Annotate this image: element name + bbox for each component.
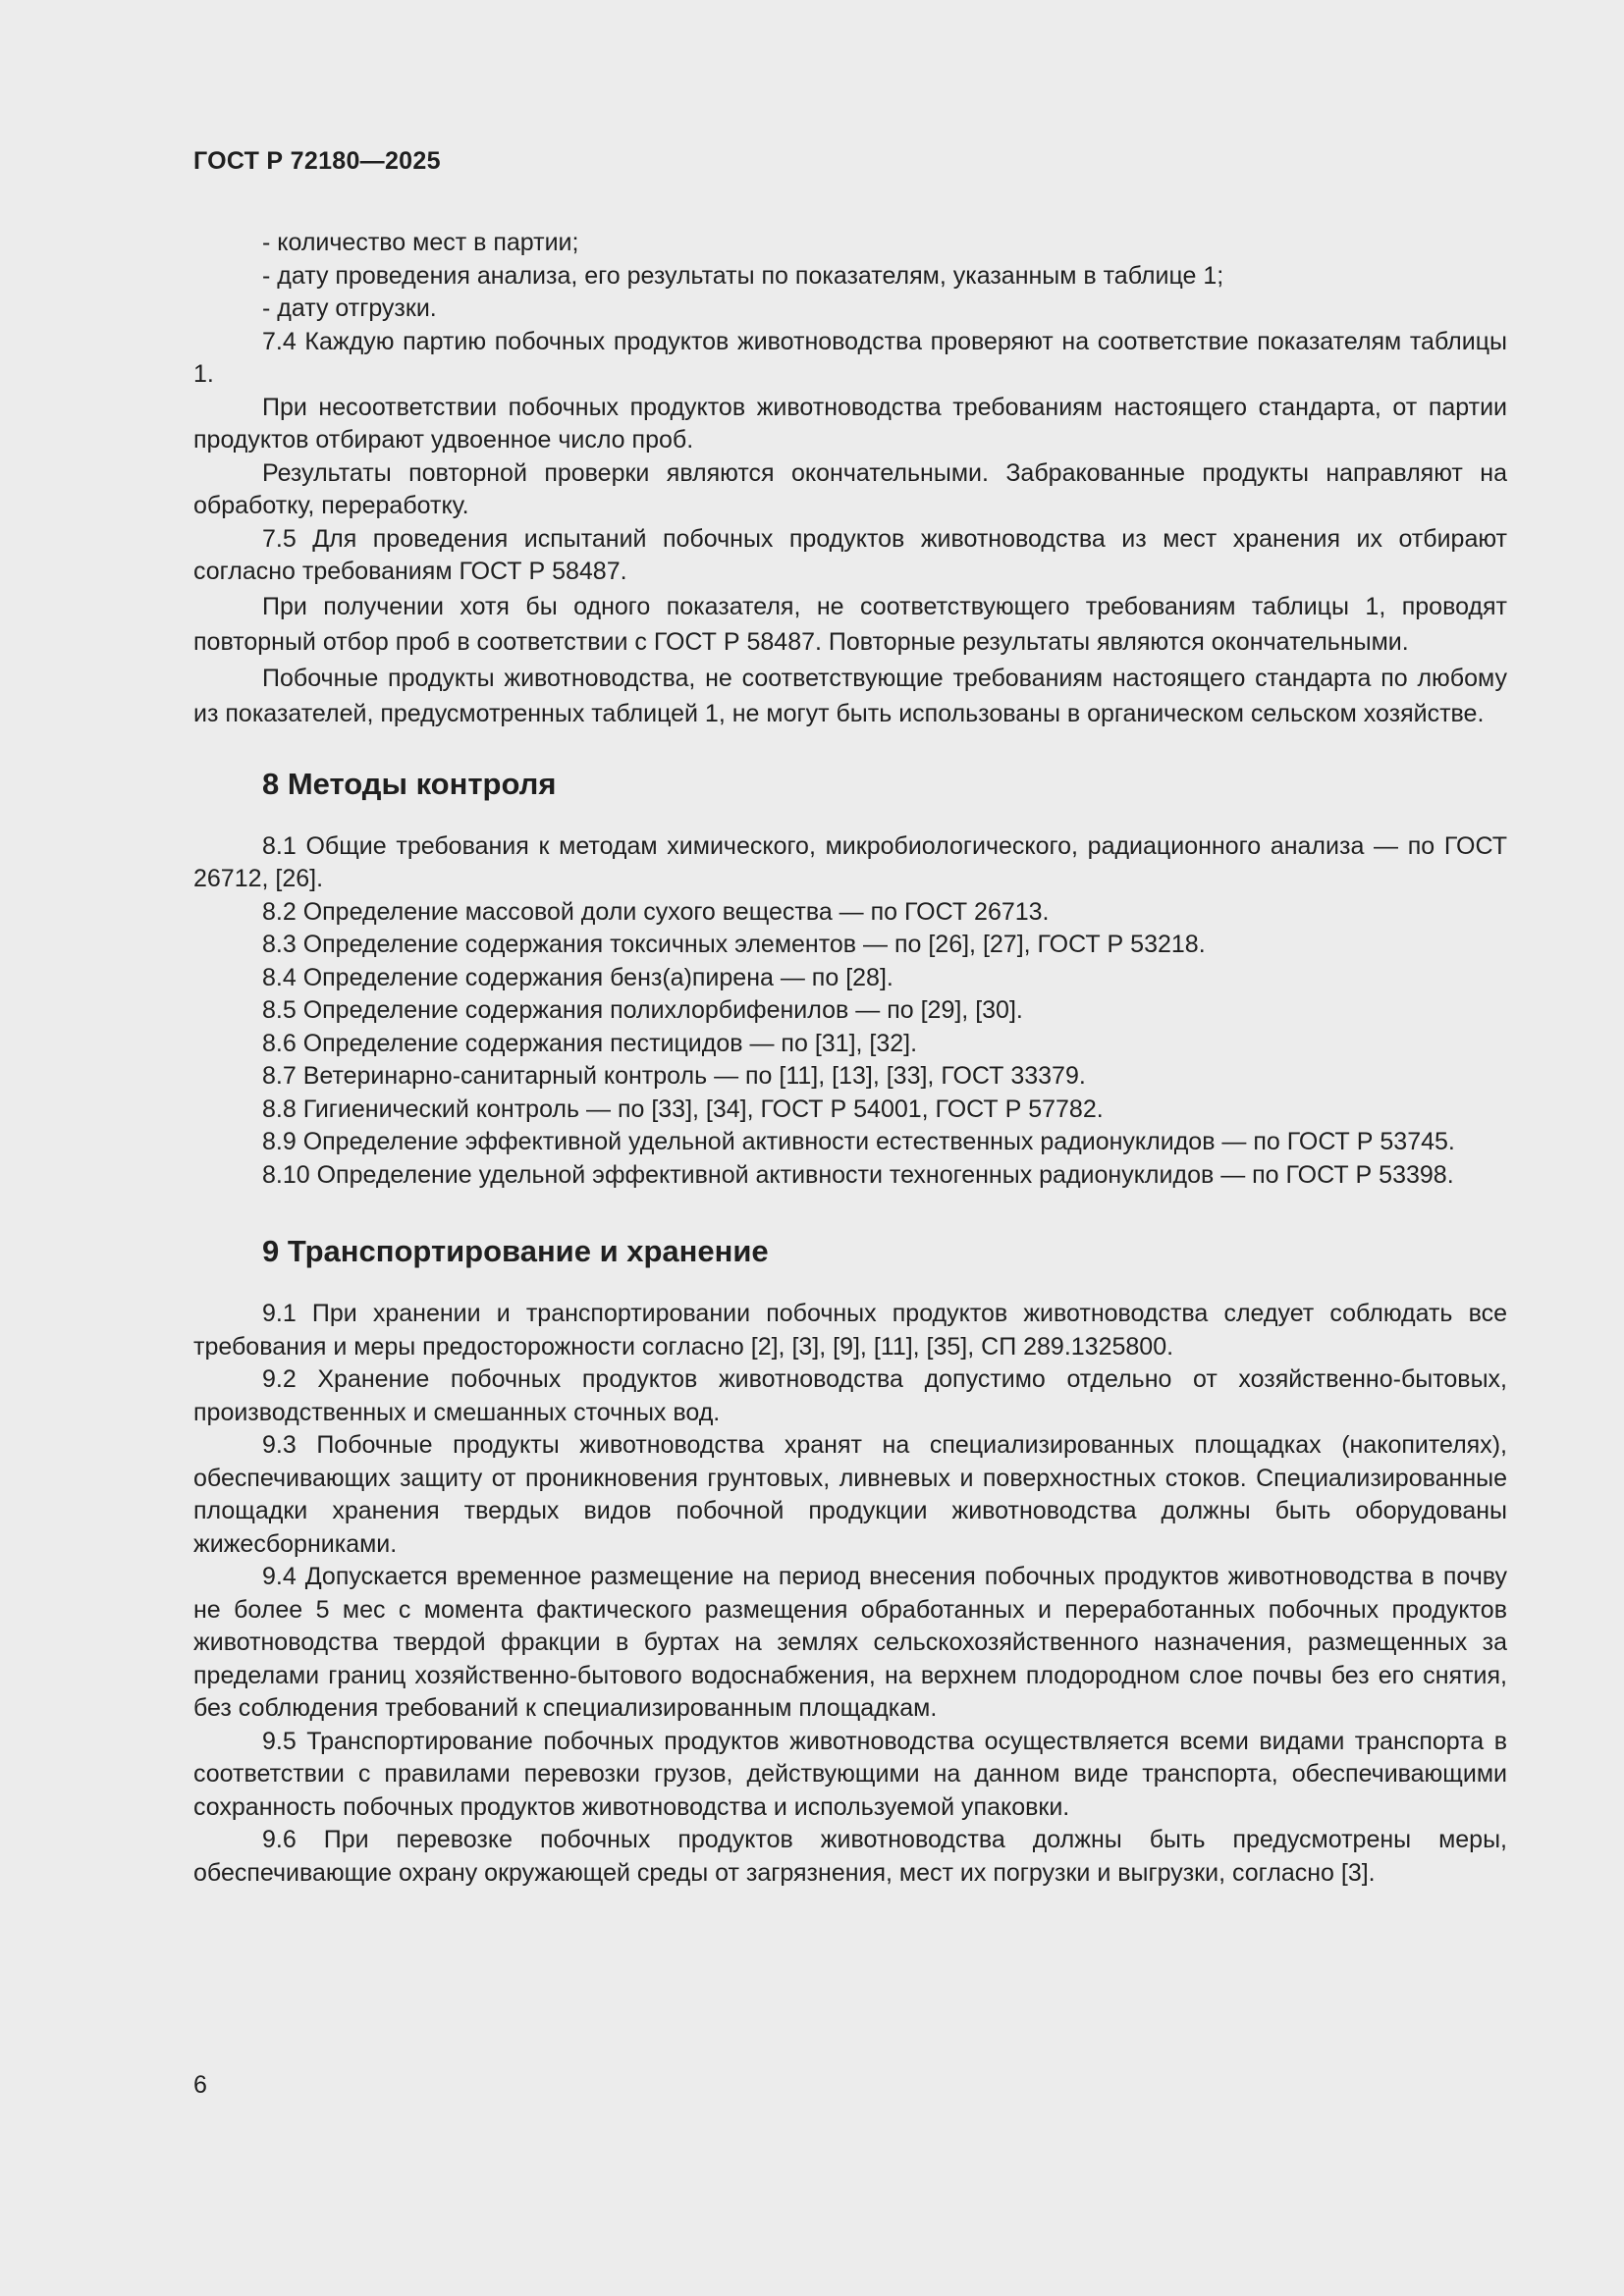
list-item: - дату отгрузки.: [262, 294, 437, 322]
clause-8-6: 8.6 Определение содержания пестицидов — по [31], [32].: [262, 1029, 918, 1057]
list-item: - количество мест в партии;: [262, 229, 579, 256]
clause-8-3: 8.3 Определение содержания токсичных элементов — по [26], [27], ГОСТ Р 53218.: [262, 931, 1206, 958]
standard-id-header: ГОСТ Р 72180—2025: [193, 147, 441, 175]
paragraph: При получении хотя бы одного показателя, не соответствующего требованиям таблицы 1, проводят повторный отбор проб в соответствии с ГОСТ Р 58487. Повторные результаты являются окончательными.: [193, 592, 1507, 656]
clause-9-4: 9.4 Допускается временное размещение на период внесения побочных продуктов животноводства в почву не более 5 мес с момента фактического размещения обработанных и переработанных побочных продуктов животноводства твердой фракции в буртах на землях сельскохозяйственного назначения, размещенных за пределами границ хозяйственно-бытового водоснабжения, на верхнем плодородном слое почвы без его снятия, без соблюдения требований к специализированным площадкам.: [193, 1563, 1507, 1722]
paragraph: Побочные продукты животноводства, не соответствующие требованиям настоящего стандарта по любому из показателей, предусмотренных таблицей 1, не могут быть использованы в органическом сельском хозяйстве.: [193, 664, 1507, 727]
clause-8-1: 8.1 Общие требования к методам химического, микробиологического, радиационного анализа — по ГОСТ 26712, [26].: [193, 831, 1507, 892]
clause-8-10: 8.10 Определение удельной эффективной активности техногенных радионуклидов — по ГОСТ Р 53398.: [262, 1160, 1454, 1189]
clause-9-3: 9.3 Побочные продукты животноводства хранят на специализированных площадках (накопителях), обеспечивающих защиту от проникновения грунтовых, ливневых и поверхностных стоков. Специализированные площадки хранения твердых видов побочной продукции животноводства должны быть оборудованы жижесборниками.: [193, 1431, 1507, 1558]
page-number: 6: [193, 2071, 207, 2099]
clause-9-6: 9.6 При перевозке побочных продуктов животноводства должны быть предусмотрены меры, обеспечивающие охрану окружающей среды от загрязнения, мест их погрузки и выгрузки, согласно [3].: [193, 1826, 1507, 1887]
section-9-heading: 9 Транспортирование и хранение: [262, 1234, 769, 1268]
clause-7-4: 7.4 Каждую партию побочных продуктов животноводства проверяют на соответствие показателям таблицы 1.: [193, 327, 1507, 388]
paragraph: При несоответствии побочных продуктов животноводства требованиям настоящего стандарта, от партии продуктов отбирают удвоенное число проб.: [193, 393, 1507, 454]
clause-9-1: 9.1 При хранении и транспортировании побочных продуктов животноводства следует соблюдать все требования и меры предосторожности согласно [2], [3], [9], [11], [35], СП 289.1325800.: [193, 1300, 1507, 1361]
section-8-heading: 8 Методы контроля: [262, 766, 557, 801]
clause-8-9: 8.9 Определение эффективной удельной активности естественных радионуклидов — по ГОСТ Р 53745.: [262, 1128, 1455, 1155]
clause-7-5: 7.5 Для проведения испытаний побочных продуктов животноводства из мест хранения их отбирают согласно требованиям ГОСТ Р 58487.: [193, 524, 1507, 585]
clause-8-5: 8.5 Определение содержания полихлорбифенилов — по [29], [30].: [262, 996, 1023, 1024]
clause-8-7: 8.7 Ветеринарно-санитарный контроль — по [11], [13], [33], ГОСТ 33379.: [262, 1062, 1086, 1090]
paragraph: Результаты повторной проверки являются окончательными. Забракованные продукты направляют на обработку, переработку.: [193, 458, 1507, 519]
document-body: [193, 227, 1507, 1890]
clause-8-2: 8.2 Определение массовой доли сухого вещества — по ГОСТ 26713.: [262, 897, 1050, 926]
clause-8-8: 8.8 Гигиенический контроль — по [33], [34], ГОСТ Р 54001, ГОСТ Р 57782.: [262, 1095, 1104, 1123]
clause-9-2: 9.2 Хранение побочных продуктов животноводства допустимо отдельно от хозяйственно-бытовых, производственных и смешанных сточных вод.: [193, 1365, 1507, 1426]
clause-9-5: 9.5 Транспортирование побочных продуктов животноводства осуществляется всеми видами транспорта в соответствии с правилами перевозки грузов, действующими на данном виде транспорта, обеспечивающими сохранность побочных продуктов животноводства и используемой упаковки.: [193, 1727, 1507, 1821]
clause-8-4: 8.4 Определение содержания бенз(а)пирена — по [28].: [262, 963, 893, 991]
list-item: - дату проведения анализа, его результаты по показателям, указанным в таблице 1;: [262, 261, 1224, 290]
